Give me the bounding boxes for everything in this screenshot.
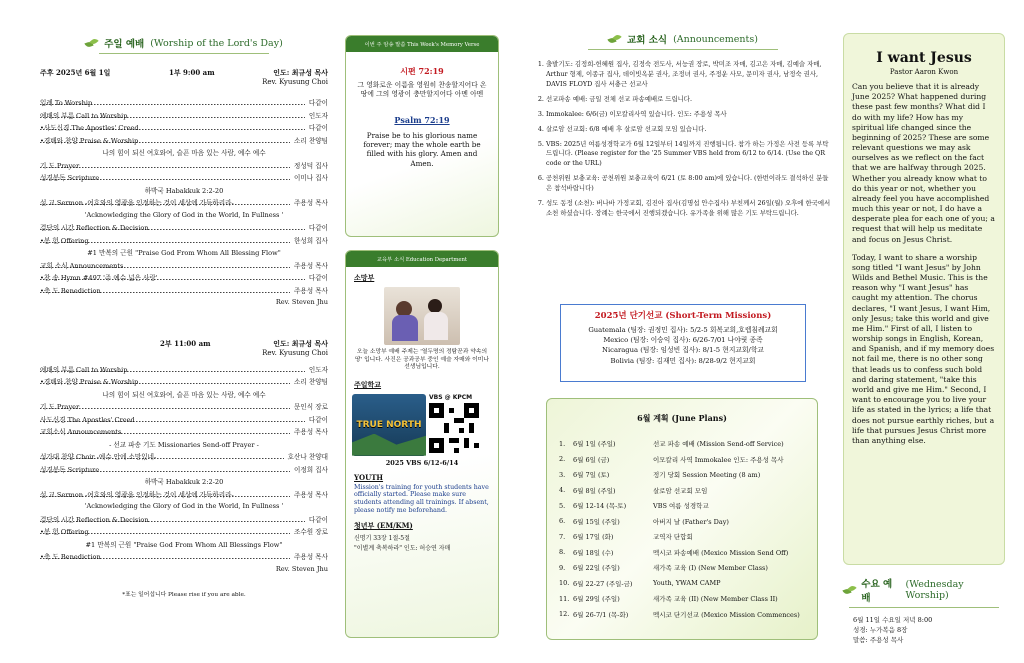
plan-date: 6월 22-27 (주일-금) bbox=[573, 579, 633, 588]
plan-date: 6월 22일 (주일) bbox=[573, 564, 620, 573]
order-row bbox=[40, 271, 328, 284]
plan-number: 8. bbox=[559, 548, 566, 557]
order-row bbox=[40, 296, 328, 309]
young-adult-text-2: "이별계 축복하라" 인도: 허승연 자매 bbox=[354, 545, 451, 553]
service1-date: 주후 2025년 6월 1일 bbox=[40, 68, 111, 77]
announcements-title-ko: 교회 소식 bbox=[627, 35, 668, 46]
order-leader: 조수원 장로 bbox=[294, 528, 328, 537]
wednesday-title-en: (Wednesday Worship) bbox=[905, 579, 964, 601]
wednesday-line-3: 말씀: 주용성 목사 bbox=[853, 635, 904, 644]
announcement-item: 6. 공천위원 보충교육: 공천위원 보충교육이 6/21 (토 8:00 am)에 있습니다. (한번이라도 결석하신 분들은 참석바랍니다) bbox=[546, 174, 834, 194]
announcement-item: 3. Immokalee: 6/6(금) 이모칼리사역 있습니다. 인도: 주용성 목사 bbox=[546, 110, 834, 120]
order-leader: 정성덕 집사 bbox=[294, 161, 328, 170]
order-item: 사도신경 The Apostles' Creed bbox=[40, 414, 305, 424]
plan-event: Youth, YWAM CAMP bbox=[653, 579, 721, 588]
plan-event: 정기 당회 Session Meeting (8 am) bbox=[653, 471, 761, 480]
education-box bbox=[345, 250, 499, 638]
order-row bbox=[40, 375, 328, 388]
order-row bbox=[40, 259, 328, 272]
order-leader: 문인식 장로 bbox=[294, 403, 328, 412]
plan-date: 6월 15일 (주일) bbox=[573, 517, 620, 526]
mission-row: Mexico (팀장: 이승익 집사): 6/26-7/01 나야릿 종족 bbox=[603, 336, 763, 345]
order-row bbox=[40, 246, 328, 259]
order-leader: 주용성 목사 bbox=[294, 428, 328, 437]
order-row bbox=[40, 196, 328, 209]
order-item: •찬 송 Hymn #497 '주 예수 넓은 사랑' bbox=[40, 272, 305, 282]
order-item: 나의 힘이 되신 여호와여, 슬픈 마음 있는 사람, 예수 예수 bbox=[102, 149, 266, 158]
order-leader: 한성희 집사 bbox=[294, 236, 328, 245]
mission-row: Bolivia (팀장: 김재민 집사): 8/28-9/2 현지교회 bbox=[610, 356, 756, 365]
plan-row bbox=[559, 514, 809, 530]
order-leader: 인도자 bbox=[308, 365, 328, 374]
plan-number: 4. bbox=[559, 486, 566, 495]
plan-date: 6월 29일 (주일) bbox=[573, 595, 620, 604]
article-title: I want Jesus bbox=[876, 50, 972, 66]
order-item: #1 만복의 근원 "Praise God From Whom All Blessings Flow" bbox=[85, 540, 283, 549]
order-leader: 인도자 bbox=[308, 111, 328, 120]
order-row bbox=[40, 488, 328, 501]
vbs-logo-image bbox=[352, 394, 426, 456]
leaf-icon bbox=[85, 39, 98, 48]
order-item: 결단의 시간 Reflection & Decision bbox=[40, 514, 305, 524]
order-row bbox=[40, 438, 328, 451]
order-leader: 다같이 bbox=[308, 99, 328, 108]
wednesday-title-ko: 수요 예배 bbox=[861, 579, 893, 604]
wednesday-section bbox=[843, 576, 1005, 645]
order-item: 설 교 Sermon -여호와의 영광을 인정하는 것이 세상에 가득하리라- bbox=[40, 197, 290, 207]
worship-column bbox=[40, 0, 328, 663]
order-item: •봉 헌 Offering bbox=[40, 526, 290, 536]
order-leader: 주용성 목사 bbox=[294, 490, 328, 499]
plan-row bbox=[559, 529, 809, 545]
plan-row bbox=[559, 591, 809, 607]
service2-order bbox=[40, 363, 328, 576]
leaf-icon bbox=[843, 586, 855, 595]
order-row bbox=[40, 134, 328, 147]
announcements-title-en: (Announcements) bbox=[673, 33, 758, 45]
order-leader: 이미나 집사 bbox=[294, 174, 328, 183]
service1-lead: 인도: 최규성 목사 bbox=[273, 68, 328, 77]
service1-leader: Rev. Kyusung Choi bbox=[262, 78, 328, 86]
order-item: •사도신경 The Apostles' Creed bbox=[40, 122, 305, 132]
plan-number: 7. bbox=[559, 532, 566, 541]
order-leader: 다같이 bbox=[308, 224, 328, 233]
order-row bbox=[40, 184, 328, 197]
article-paragraph-2: Today, I want to share a worship song titled "I want Jesus" by John Wilds and Bethel Music. This is the reason why "I want Jesus" has caught my attention. The chorus declares, "I want Jesus, I want Him, only Jesus; take this world and give me Him." First of all, I listen to worship songs in English, Korean, and Spanish, and if my memory does not fail me, there is no other song that leads us to confess such bold and daring statement, "take this world and give me Him." Second, I want to encourage you to live your life as stated in the lyrics; a life that does not pursue earthly riches, but a life that pursues Jesus Christ more than anything else. bbox=[852, 252, 995, 445]
order-leader: 주용성 목사 bbox=[294, 261, 328, 270]
order-item: 성경봉독 Scripture bbox=[40, 464, 290, 474]
memory-ref-ko: 시편 72:19 bbox=[400, 66, 444, 76]
missions-box bbox=[560, 304, 806, 382]
plan-row bbox=[559, 560, 809, 576]
order-leader: 호산나 찬양대 bbox=[287, 453, 328, 462]
plan-number: 11. bbox=[559, 594, 570, 603]
service1-order bbox=[40, 96, 328, 309]
announcement-list bbox=[546, 60, 834, 219]
plan-date: 6월 7일 (토) bbox=[573, 471, 610, 480]
missions-title: 2025년 단기선교 (Short-Term Missions) bbox=[594, 311, 772, 321]
plan-number: 3. bbox=[559, 470, 566, 479]
order-row bbox=[40, 284, 328, 297]
announcement-item: 2. 선교파송 예배: 금일 전체 선교 파송예배로 드립니다. bbox=[546, 95, 834, 105]
plan-date: 6월 8일 (주일) bbox=[573, 486, 616, 495]
order-row bbox=[40, 400, 328, 413]
order-row bbox=[40, 221, 328, 234]
announcement-item: 1. 출발기도: 김정희-헌혜원 집사, 김정숙 전도사, 서능권 장로, 박미조 자매, 김고은 자매, 김예슬 자매, Arthur 형제, 이종규 집사, 데이빗옥분 권사, 조정녀 권사, 주정운 사모, 문미자 권사, 남정숙 권사, DAVIS FLOYD 집사 서충근 선교사 bbox=[546, 60, 834, 90]
order-row bbox=[40, 463, 328, 476]
order-row bbox=[40, 450, 328, 463]
order-item: 하박국 Habakkuk 2:2-20 bbox=[144, 186, 224, 195]
mission-row: Guatemala (팀장: 권정민 집사): 5/2-5 회복교회,호렙침례교회 bbox=[588, 326, 778, 334]
kids-title: 소망부 bbox=[354, 273, 375, 282]
article-box bbox=[843, 33, 1005, 565]
vbs-logo-text: TRUE NORTH bbox=[356, 419, 422, 430]
order-leader: 소리 찬양팀 bbox=[294, 378, 328, 387]
worship-title-en: (Worship of the Lord's Day) bbox=[150, 37, 283, 49]
plan-event: 선교 파송 예배 (Mission Send-off Service) bbox=[653, 440, 784, 449]
plan-event: VBS 여름 성경학교 bbox=[653, 502, 709, 511]
order-row bbox=[40, 425, 328, 438]
order-item: •축 도 Benediction bbox=[40, 551, 290, 561]
order-item: #1 만복의 근원 "Praise God From Whom All Blessing Flow" bbox=[87, 249, 281, 258]
plan-row bbox=[559, 483, 809, 499]
order-row bbox=[40, 363, 328, 376]
order-item: 하박국 Habakkuk 2:2-20 bbox=[144, 478, 224, 487]
order-row bbox=[40, 550, 328, 563]
kids-text: 오늘 소망부 예배 주제는 '열두명의 정탐꾼과 약속의 땅' 입니다. 사진은 공과공부 중인 예슬 자매와 이미나 선생님입니다. bbox=[355, 349, 489, 371]
youth-text: Mission's training for youth students have officially started. Please make sure students attending all trainings. If absent, please notify me beforehand. bbox=[354, 483, 489, 515]
order-item: 예배의 부름 Call to Worship bbox=[40, 364, 305, 374]
plan-event: 새가족 교육 (II) (New Member Class II) bbox=[653, 595, 778, 604]
service2-time: 2부 11:00 am bbox=[160, 338, 211, 348]
plan-number: 2. bbox=[559, 455, 566, 464]
leaf-icon bbox=[608, 35, 621, 44]
announcement-item: 7. 성도 동정 (소천): 버나바 가정교회, 김진아 집사(김명섭 안수집사) 부친께서 26일(월) 오후에 한국에서 소천 하셨습니다. 장례는 한국에서 진행되겠습니다. 유가족을 위해 많은 기도 부탁드립니다. bbox=[546, 199, 834, 219]
order-row bbox=[40, 109, 328, 122]
announcements-header bbox=[532, 32, 834, 46]
wednesday-header bbox=[843, 576, 1005, 604]
order-item: •봉 헌 Offering bbox=[40, 235, 290, 245]
order-leader: 주용성 목사 bbox=[294, 286, 328, 295]
plan-row bbox=[559, 436, 809, 452]
order-row bbox=[40, 121, 328, 134]
plan-row bbox=[559, 498, 809, 514]
young-adult-title: 청년부 (EM/KM) bbox=[354, 521, 413, 531]
wednesday-line-1: 6월 11일 수요일 저녁 8:00 bbox=[853, 616, 933, 624]
order-item: 나의 힘이 되신 여호와여, 슬픈 마음 있는 사람, 예수 예수 bbox=[102, 390, 266, 399]
order-item: •경배와 찬양 Praise & Worship bbox=[40, 135, 290, 145]
order-row bbox=[40, 538, 328, 551]
order-leader: Rev. Steven Jhu bbox=[275, 298, 328, 307]
order-row bbox=[40, 563, 328, 576]
service1-time: 1부 9:00 am bbox=[168, 68, 215, 77]
plan-number: 9. bbox=[559, 563, 566, 572]
mission-row: Nicaragua (팀장: 임성빈 집사): 8/1-5 현지교회/학교 bbox=[602, 346, 764, 355]
order-leader: 주용성 목사 bbox=[294, 199, 328, 208]
plan-number: 12. bbox=[559, 610, 570, 619]
plan-number: 10. bbox=[559, 579, 570, 588]
order-row bbox=[40, 475, 328, 488]
memory-text-en: Praise be to his glorious name forever; may the whole earth be filled with his glory. Amen and Amen. bbox=[363, 130, 481, 168]
wednesday-line-2: 성경: 누가복음 8장 bbox=[853, 625, 908, 634]
order-item: 예배의 부름 Call to Worship bbox=[40, 110, 305, 120]
young-adult-text: 신명기 33장 1절-5절 bbox=[354, 535, 410, 543]
service2-leader: Rev. Kyusung Choi bbox=[262, 348, 328, 357]
service2-lead: 인도: 최규성 목사 bbox=[273, 338, 328, 348]
plan-date: 6월 6일 (금) bbox=[573, 455, 610, 464]
plan-row bbox=[559, 576, 809, 592]
plan-date: 6월 17일 (화) bbox=[573, 533, 614, 542]
order-item: - 선교 파송 기도 Missionaries Send-off Prayer - bbox=[109, 440, 259, 449]
plan-event: 멕시코 단기선교 (Mexico Mission Commences) bbox=[653, 610, 800, 619]
order-item: 'Acknowledging the Glory of God in the World, In Fullness ' bbox=[84, 210, 284, 219]
plan-row bbox=[559, 452, 809, 468]
worship-title-ko: 주일 예배 bbox=[104, 39, 145, 50]
plan-row bbox=[559, 467, 809, 483]
order-leader: 이정희 집사 bbox=[294, 465, 328, 474]
plan-date: 6월 1일 (주일) bbox=[573, 440, 616, 449]
june-plans-title: 6월 계획 (June Plans) bbox=[637, 413, 727, 423]
vbs-caption: 2025 VBS 6/12-6/14 bbox=[385, 458, 459, 467]
order-row bbox=[40, 525, 328, 538]
order-item: 설 교 Sermon -여호와의 영광을 인정하는 것이 세상에 가득하리라- bbox=[40, 489, 290, 499]
order-row bbox=[40, 146, 328, 159]
plan-number: 1. bbox=[559, 439, 566, 448]
memory-verse-box bbox=[345, 35, 499, 237]
order-leader: 다같이 bbox=[308, 415, 328, 424]
order-item: •축 도 Benediction bbox=[40, 285, 290, 295]
order-row bbox=[40, 513, 328, 526]
memory-text-ko: 그 영화로운 이름을 영원히 찬송할지어다 온 땅에 그의 영광이 충만할지어다 아멘 아멘 bbox=[357, 81, 487, 98]
order-item: •경배와 찬양 Praise & Worship bbox=[40, 376, 290, 386]
announcement-item: 5. VBS: 2025년 여름성경학교가 6월 12일부터 14일까지 진행됩니다. 참가 하는 가정은 사전 등록 부탁드립니다. (Please register for the '25 Summer VBS held from 6/12 to 6/14. (Use the QR code or the URL) bbox=[546, 140, 834, 170]
order-item: 기 도 Prayer bbox=[40, 160, 290, 170]
youth-title: YOUTH bbox=[354, 472, 384, 482]
worship-header bbox=[40, 36, 328, 50]
qr-code-icon[interactable] bbox=[429, 403, 479, 453]
footnote: *표는 일어섭니다 Please rise if you are able. bbox=[122, 592, 246, 598]
order-row bbox=[40, 159, 328, 172]
announcement-item: 4. 살로암 선교회: 6/8 예배 후 살로암 선교회 모임 있습니다. bbox=[546, 125, 834, 135]
order-leader: 다같이 bbox=[308, 274, 328, 283]
article-paragraph-1: Can you believe that it is already June 2025? What happened during these past few months? What did I do with my life? How has my spiritual life changed since the beginning of 2025? These are some relevant questions we may ask ourselves as we reflect on the fact that we are halfway through 2025. Whether you already know what to do this year or not, whether you already feel you have accomplished much this year or not, I do have a desperate plea for each one of you; a request that will help us meditate and focus on Jesus Christ. bbox=[852, 82, 995, 244]
order-item: 결단의 시간 Reflection & Decision bbox=[40, 222, 305, 232]
sunday-school-title: 주일학교 bbox=[354, 379, 382, 389]
order-item: 'Acknowledging the Glory of God in the World, In Fullness ' bbox=[84, 502, 284, 511]
order-leader: 소리 찬양팀 bbox=[294, 136, 328, 145]
order-row bbox=[40, 234, 328, 247]
order-item: 기 도 Prayer bbox=[40, 401, 290, 411]
plan-event: 멕시코 파송예배 (Mexico Mission Send Off) bbox=[653, 548, 789, 557]
order-row bbox=[40, 500, 328, 513]
plan-date: 6월 18일 (수) bbox=[573, 548, 614, 557]
order-row bbox=[40, 171, 328, 184]
plan-number: 5. bbox=[559, 501, 566, 510]
plan-event: 아버지 날 (Father's Day) bbox=[653, 517, 729, 526]
order-row bbox=[40, 209, 328, 222]
order-row bbox=[40, 96, 328, 109]
plan-date: 6월 26-7/1 (목-화) bbox=[573, 610, 629, 619]
order-item: 입례 To Worship bbox=[40, 97, 305, 107]
plan-event: 새가족 교육 (I) (New Member Class) bbox=[653, 564, 768, 573]
order-leader: 다같이 bbox=[308, 124, 328, 133]
order-row bbox=[40, 413, 328, 426]
announcements-column bbox=[532, 0, 834, 663]
memory-verse-header: 이번 주 암송 말씀 This Week's Memory Verse bbox=[346, 36, 498, 52]
order-item: 교회 소식 Announcements bbox=[40, 260, 290, 270]
order-leader: 주용성 목사 bbox=[294, 553, 328, 562]
kids-photo bbox=[384, 287, 460, 345]
plan-event: 교역자 단합회 bbox=[653, 533, 693, 542]
memory-ref-en: Psalm 72:19 bbox=[394, 114, 450, 125]
order-item: 성경봉독 Scripture bbox=[40, 172, 290, 182]
order-leader: Rev. Steven Jhu bbox=[275, 564, 328, 573]
plan-row bbox=[559, 607, 809, 623]
education-header: 교육부 소식 Education Department bbox=[346, 251, 498, 267]
order-item: 성가대 찬양 Choir -예수 안에 소망있네- bbox=[40, 451, 284, 461]
plan-event: 이모칼리 사역 Immokalee 인도: 주용성 목사 bbox=[653, 455, 784, 464]
vbs-badge: VBS @ KPCM bbox=[429, 393, 473, 401]
order-leader: 다같이 bbox=[308, 515, 328, 524]
plan-event: 살로암 선교회 모임 bbox=[653, 486, 708, 495]
june-plans-box bbox=[546, 398, 818, 640]
plan-date: 6월 12-14 (목-토) bbox=[573, 502, 627, 511]
plan-number: 6. bbox=[559, 517, 566, 526]
article-author: Pastor Aaron Kwon bbox=[889, 68, 959, 76]
order-row bbox=[40, 388, 328, 401]
plan-row bbox=[559, 545, 809, 561]
order-item: 교회소식 Announcements bbox=[40, 426, 290, 436]
